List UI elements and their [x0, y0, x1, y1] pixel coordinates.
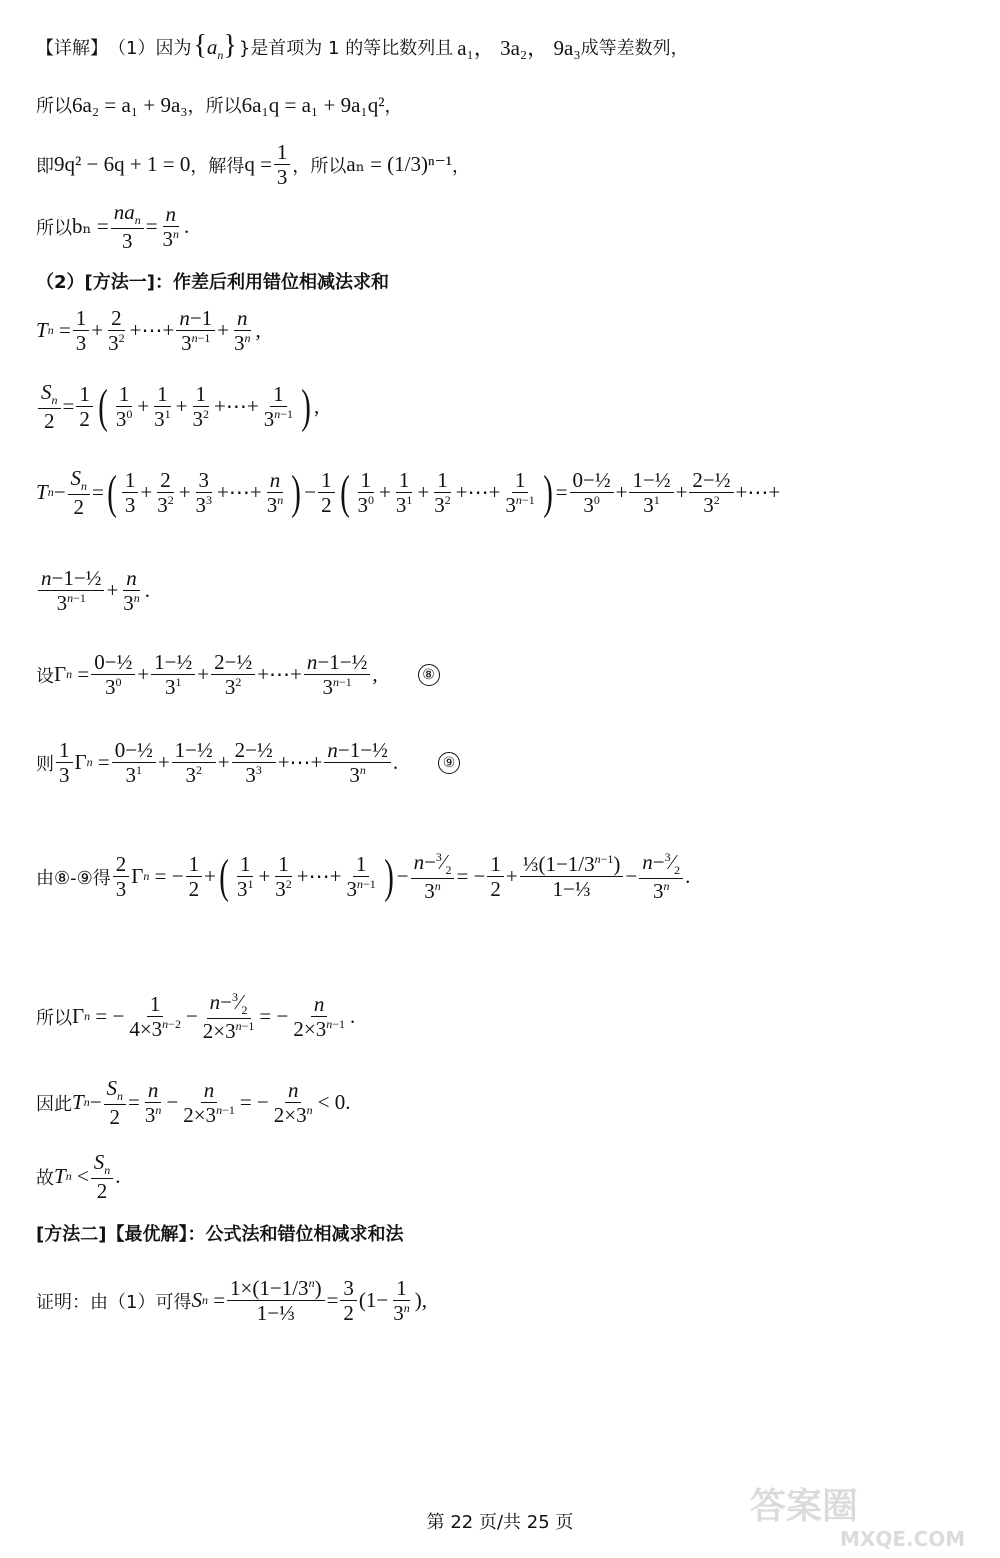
therefore-line: 故 T n < $\frac{S_n}{2}$ . [36, 1150, 121, 1203]
method1-heading: （2）[方法一]：作差后利用错位相减法求和 [36, 272, 389, 293]
l2-tail: ， [384, 96, 403, 117]
hence-prefix: 因此 [36, 1093, 72, 1115]
intro-text: }是首项为 1 的等比数列且 [238, 37, 454, 59]
detail-bracket: 【详解】 [36, 37, 108, 59]
gamma-third-line: 则 $\frac{1}{3}$ Γ n = $\frac{\text{0−½}}{3^1}$ + $\frac{\text{1−½}}{3^2}$ + $\frac{\text{2−½}}{3^3}$ +⋯+ $\frac{\text{n−1−½}}{3^n}$ . ⑨ [36, 738, 460, 787]
l3-q: q = [244, 152, 272, 177]
l4-prefix: 所以 [36, 217, 72, 239]
l3-q-frac: $\frac{1}{3}$ [274, 140, 291, 189]
circle-8-marker: ⑧ [418, 664, 440, 686]
then-prefix: 则 [36, 753, 54, 775]
l2-eq1: 6a₂ = a₁ + 9a₃ [72, 92, 188, 117]
l4-tail: . [184, 214, 190, 239]
tn-line: T n = $\frac{1}{3}$ + $\frac{2}{3^2}$ +⋯+ $\frac{n-1}{3^{n-1}}$ + $\frac{n}{3^n}$ , [36, 306, 261, 356]
from-prefix: 由⑧-⑨得 [36, 867, 111, 889]
proof-prefix: 证明：由（1）可得 [36, 1291, 192, 1313]
hence-line: 因此 T n − $\frac{S_n}{2}$ = $\frac{n}{3^n}$ − $\frac{n}{2\times 3^{n-1}}$ = − $\frac{n}{2\times 3^n}$ < 0. [36, 1076, 351, 1129]
l4-frac2: $\frac{n}{3^n}$ [162, 201, 180, 252]
l2-eq2: 6a₁q = a₁ + 9a₁q² [241, 92, 385, 117]
page-footer: 第 22 页/共 25 页 [426, 1512, 574, 1533]
circle-9-marker: ⑨ [438, 752, 460, 774]
part1-label: （1）因为 [108, 37, 192, 59]
intro-line [36, 30, 689, 63]
l2-prefix: 所以 [36, 96, 72, 117]
gamma-result-line: 所以 Γ n = − $\frac{1}{4\times 3^{n-2}}$ − $\frac{n-^3⁄_2}{2\times 3^{n-1}}$ = − $\frac{n}{2\times 3^{n-1}}$ . [36, 990, 356, 1043]
l2-mid: ，所以 [187, 96, 242, 117]
proof-line: 证明：由（1）可得 S n = $\frac{1\times(1-1/3^n)}{\text{1−⅓}}$ = $\frac{3}{2}$ (1− $\frac{1}{3^n}$ ), [36, 1276, 427, 1326]
l4-bn: bₙ = [72, 214, 109, 239]
difference-line-cont: $\frac{\text{n−1−½}}{3^{n-1}}$ + $\frac{n}{3^n}$ . [36, 566, 150, 615]
set-prefix: 设 [36, 665, 54, 687]
so-prefix: 所以 [36, 1007, 72, 1029]
watermark-logo-icon [740, 1480, 980, 1552]
difference-line: T n − $\frac{S_n}{2}$ = ( $\frac{1}{3}$ + $\frac{2}{3^2}$ + $\frac{3}{3^3}$ +⋯+ $\frac{n}{3^n}$ ) − $\frac{1}{2}$ ( $\frac{1}{3^0}$ + $\frac{1}{3^1}$ + $\frac{1}{3^2}$ +⋯+ $\frac{1}{3^{n-1}}$ ) = $\frac{\text{0−½}}{3^0}$ + $\frac{\text{1−½}}{3^1}$ + $\frac{\text{2−½}}{3^2}$ +⋯+ [36, 465, 781, 519]
seq-symbol: $\{a_n\}$ [193, 30, 237, 63]
watermark-text: 答案圈 [750, 1486, 859, 1527]
gamma-def-line: 设 Γ n = $\frac{\text{0−½}}{3^0}$ + $\frac{\text{1−½}}{3^1}$ + $\frac{\text{2−½}}{3^2}$ +⋯+ $\frac{\text{n−1−½}}{3^{n-1}}$ , ⑧ [36, 650, 440, 699]
method2-heading: [方法二]【最优解】：公式法和错位相减求和法 [36, 1224, 404, 1245]
l3-tail: ， [452, 155, 470, 177]
intro-terms: a₁， 3a₂， 9a₃ [457, 35, 581, 60]
l3-mid2: ，所以 [292, 155, 347, 177]
watermark-url: MXQE.COM [840, 1527, 966, 1551]
l4-frac1: $\frac{na_n}{3}$ [111, 200, 144, 253]
line-3 [36, 140, 470, 189]
subtract-line: 由⑧-⑨得 $\frac{2}{3}$ Γ n = − $\frac{1}{2}$ + ( $\frac{1}{3^1}$ + $\frac{1}{3^2}$ +⋯+ $\frac{1}{3^{n-1}}$ ) − $\frac{n-^3⁄_2}{3^n}$ = − $\frac{1}{2}$ + $\frac{\frac{1}{3}(1-1/3^{n-1})}{\text{1−⅓}}$ − $\frac{n-^3⁄_2}{3^n}$ . [36, 849, 691, 903]
l3-eq: 9q² − 6q + 1 = 0 [54, 152, 191, 177]
sn-half-line: $\frac{S_n}{2}$ = $\frac{1}{2}$ ( $\frac{1}{3^0}$ + $\frac{1}{3^1}$ + $\frac{1}{3^2}$ +⋯+ $\frac{1}{3^{n-1}}$ ) , [36, 380, 319, 433]
therefore-prefix: 故 [36, 1167, 54, 1189]
intro-tail: 成等差数列， [580, 37, 689, 59]
l3-mid: ，解得 [190, 155, 245, 177]
l3-prefix: 即 [36, 155, 54, 177]
line-4: 所以 bₙ = $\frac{na_n}{3}$ = $\frac{n}{3^n}$ . [36, 200, 190, 253]
l3-an: aₙ = (1/3)ⁿ⁻¹ [346, 152, 452, 177]
line-2 [36, 92, 403, 118]
